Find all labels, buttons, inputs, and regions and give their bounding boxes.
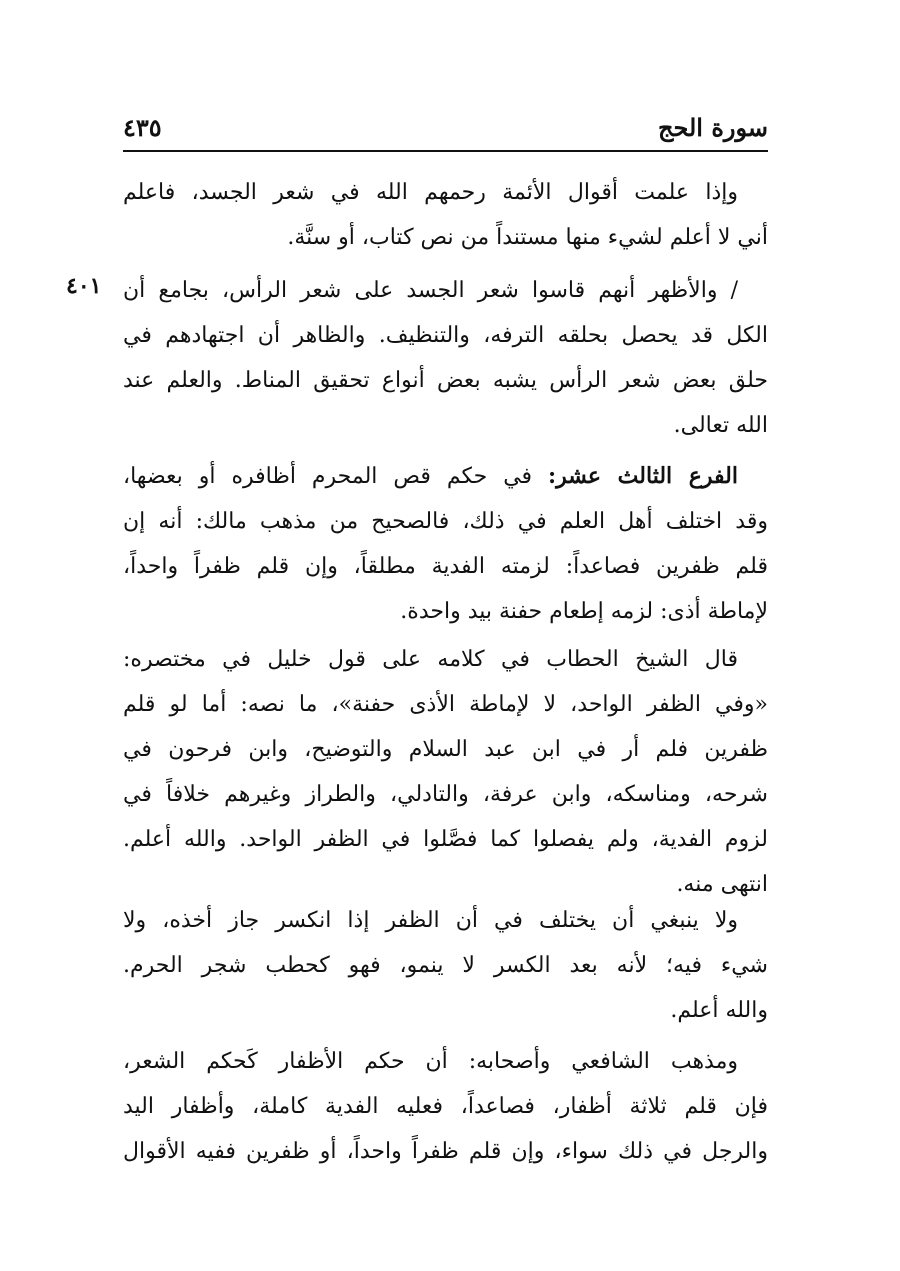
text-line: فإن قلم ثلاثة أظفار، فصاعداً، فعليه الفدية كاملة، وأظفار اليد	[123, 1094, 768, 1119]
text-line: وإذا علمت أقوال الأئمة رحمهم الله في شعر الجسد، فاعلم	[123, 180, 738, 205]
page-number: ٤٣٥	[123, 113, 162, 142]
text-line: لإماطة أذى: لزمه إطعام حفنة بيد واحدة.	[400, 599, 768, 624]
text-line: والله أعلم.	[670, 998, 768, 1023]
text-line: شرحه، ومناسكه، وابن عرفة، والتادلي، والطراز وغيرهم خلافاً في	[123, 782, 768, 807]
section-heading: الفرع الثالث عشر:	[548, 463, 738, 489]
text-span: في حكم قص المحرم أظافره أو بعضها،	[123, 464, 549, 489]
text-line: وقد اختلف أهل العلم في ذلك، فالصحيح من مذهب مالك: أنه إن	[123, 509, 768, 534]
margin-reference-number: ٤٠١	[66, 273, 102, 299]
text-line: الله تعالى.	[673, 413, 768, 438]
paragraph-6	[123, 1039, 768, 1174]
paragraph-1	[123, 170, 768, 260]
text-line: ولا ينبغي أن يختلف في أن الظفر إذا انكسر جاز أخذه، ولا	[123, 908, 738, 933]
text-line: قال الشيخ الحطاب في كلامه على قول خليل في مختصره:	[123, 647, 738, 672]
text-line: ومذهب الشافعي وأصحابه: أن حكم الأظفار كَحكم الشعر،	[123, 1049, 738, 1074]
paragraph-5	[123, 898, 768, 1033]
text-line: شيء فيه؛ لأنه بعد الكسر لا ينمو، فهو كحطب شجر الحرم.	[123, 953, 768, 978]
text-line: والرجل في ذلك سواء، وإن قلم ظفراً واحداً، أو ظفرين ففيه الأقوال	[123, 1139, 768, 1164]
text-line: أني لا أعلم لشيء منها مستنداً من نص كتاب، أو سنَّة.	[287, 225, 768, 250]
paragraph-3	[123, 454, 768, 634]
paragraph-2	[123, 268, 768, 448]
text-line	[123, 454, 768, 499]
text-line: انتهى منه.	[676, 872, 768, 897]
paragraph-4	[123, 637, 768, 907]
text-line: الكل قد يحصل بحلقه الترفه، والتنظيف. والظاهر أن اجتهادهم في	[123, 323, 768, 348]
text-line: لزوم الفدية، ولم يفصلوا كما فصَّلوا في الظفر الواحد. والله أعلم.	[123, 827, 768, 852]
text-line: قلم ظفرين فصاعداً: لزمته الفدية مطلقاً، وإن قلم ظفراً واحداً،	[123, 554, 768, 579]
text-line: حلق بعض شعر الرأس يشبه بعض أنواع تحقيق المناط. والعلم عند	[123, 368, 768, 393]
page-header	[123, 112, 768, 152]
surah-title: سورة الحج	[658, 113, 768, 142]
text-line: «وفي الظفر الواحد، لا لإماطة الأذى حفنة»، ما نصه: أما لو قلم	[123, 692, 768, 717]
text-line: / والأظهر أنهم قاسوا شعر الجسد على شعر الرأس، بجامع أن	[123, 278, 738, 303]
text-line: ظفرين فلم أر في ابن عبد السلام والتوضيح، وابن فرحون في	[123, 737, 768, 762]
